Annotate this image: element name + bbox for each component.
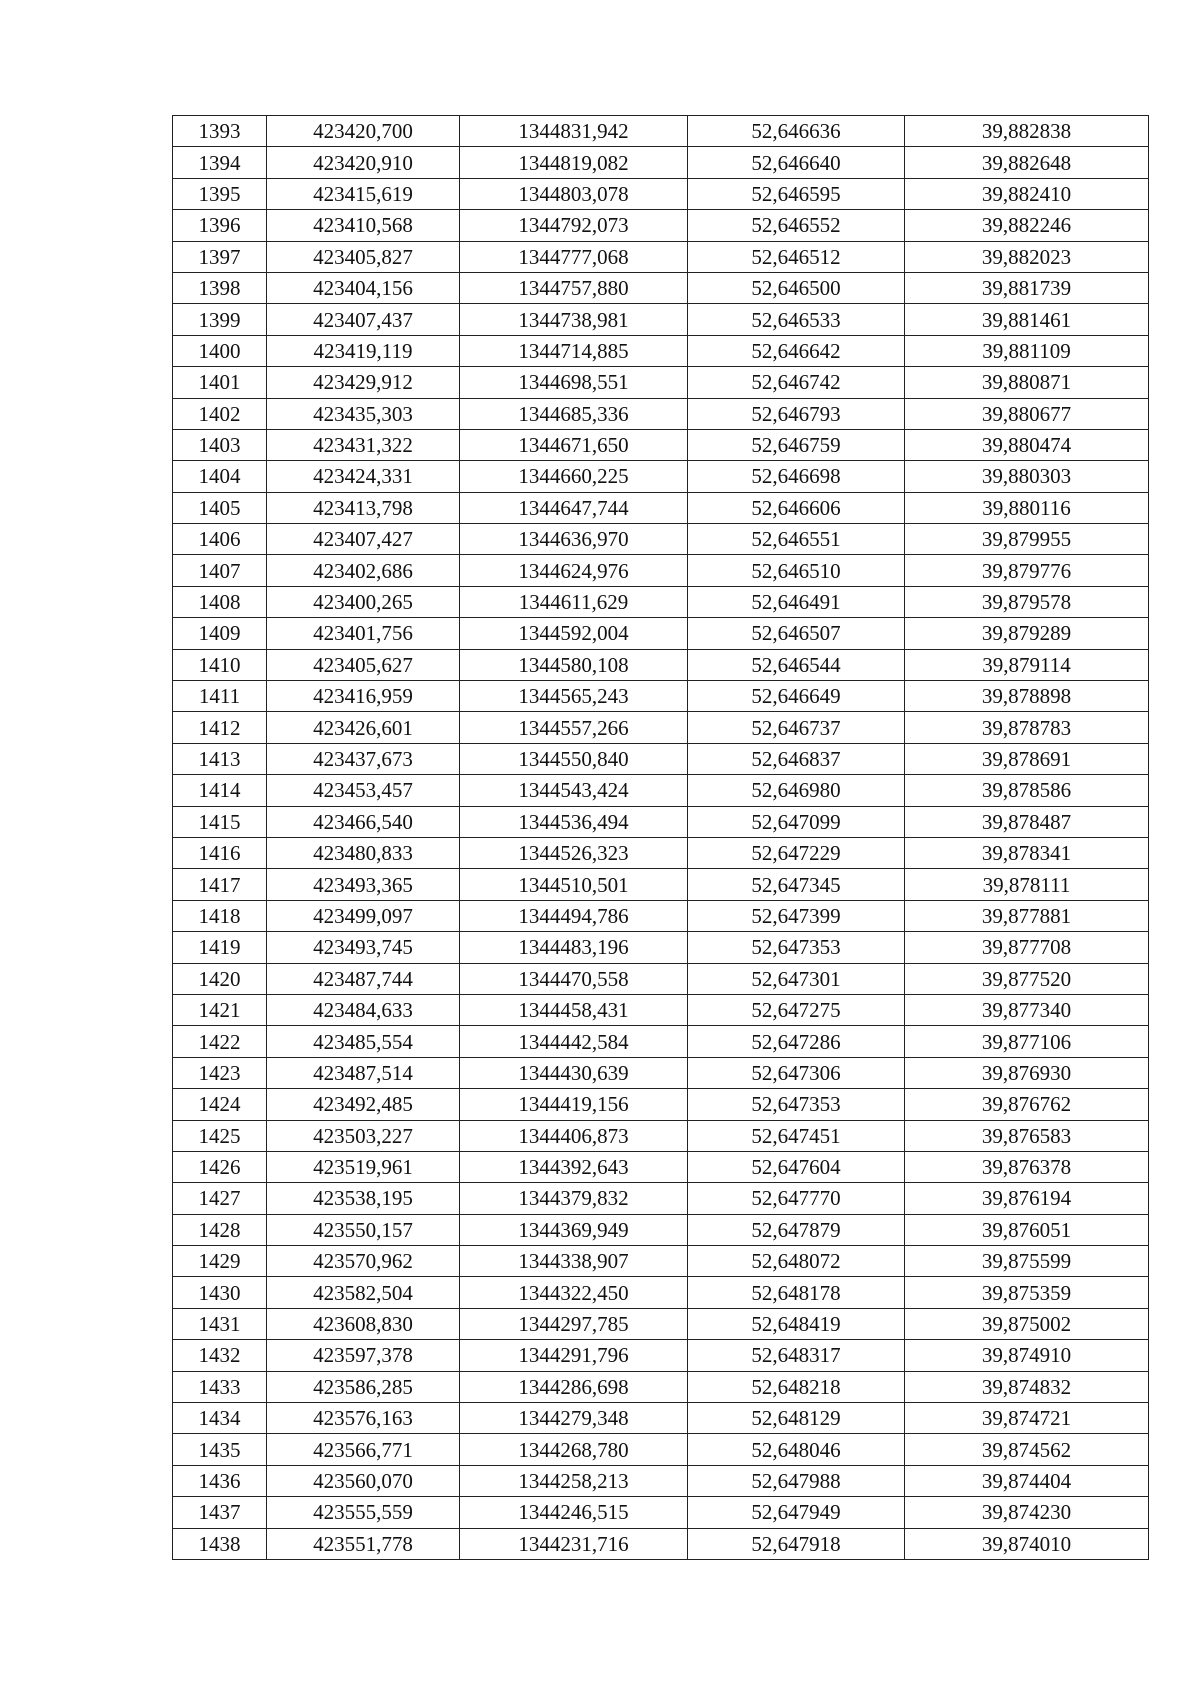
x-coordinate-cell: 423487,744 bbox=[267, 963, 460, 994]
table-row bbox=[173, 1120, 1149, 1151]
latitude-cell: 52,646642 bbox=[688, 335, 905, 366]
latitude-cell: 52,648317 bbox=[688, 1340, 905, 1371]
longitude-cell: 39,879114 bbox=[905, 649, 1149, 680]
longitude-cell: 39,879289 bbox=[905, 618, 1149, 649]
table-row bbox=[173, 869, 1149, 900]
y-coordinate-cell: 1344550,840 bbox=[460, 743, 688, 774]
point-number-cell: 1397 bbox=[173, 241, 267, 272]
latitude-cell: 52,646742 bbox=[688, 367, 905, 398]
y-coordinate-cell: 1344419,156 bbox=[460, 1089, 688, 1120]
x-coordinate-cell: 423503,227 bbox=[267, 1120, 460, 1151]
table-row bbox=[173, 681, 1149, 712]
table-row bbox=[173, 241, 1149, 272]
latitude-cell: 52,648129 bbox=[688, 1403, 905, 1434]
x-coordinate-cell: 423413,798 bbox=[267, 492, 460, 523]
point-number-cell: 1429 bbox=[173, 1246, 267, 1277]
y-coordinate-cell: 1344757,880 bbox=[460, 272, 688, 303]
table-row bbox=[173, 900, 1149, 931]
point-number-cell: 1398 bbox=[173, 272, 267, 303]
latitude-cell: 52,646507 bbox=[688, 618, 905, 649]
x-coordinate-cell: 423410,568 bbox=[267, 210, 460, 241]
table-row bbox=[173, 272, 1149, 303]
y-coordinate-cell: 1344636,970 bbox=[460, 524, 688, 555]
longitude-cell: 39,881109 bbox=[905, 335, 1149, 366]
y-coordinate-cell: 1344526,323 bbox=[460, 837, 688, 868]
x-coordinate-cell: 423407,427 bbox=[267, 524, 460, 555]
table-row bbox=[173, 963, 1149, 994]
y-coordinate-cell: 1344322,450 bbox=[460, 1277, 688, 1308]
y-coordinate-cell: 1344458,431 bbox=[460, 994, 688, 1025]
latitude-cell: 52,647399 bbox=[688, 900, 905, 931]
longitude-cell: 39,874721 bbox=[905, 1403, 1149, 1434]
latitude-cell: 52,647301 bbox=[688, 963, 905, 994]
latitude-cell: 52,647949 bbox=[688, 1497, 905, 1528]
point-number-cell: 1410 bbox=[173, 649, 267, 680]
point-number-cell: 1435 bbox=[173, 1434, 267, 1465]
y-coordinate-cell: 1344671,650 bbox=[460, 429, 688, 460]
x-coordinate-cell: 423538,195 bbox=[267, 1183, 460, 1214]
latitude-cell: 52,646491 bbox=[688, 586, 905, 617]
point-number-cell: 1394 bbox=[173, 147, 267, 178]
longitude-cell: 39,876930 bbox=[905, 1057, 1149, 1088]
point-number-cell: 1393 bbox=[173, 116, 267, 147]
latitude-cell: 52,646533 bbox=[688, 304, 905, 335]
longitude-cell: 39,874230 bbox=[905, 1497, 1149, 1528]
longitude-cell: 39,880474 bbox=[905, 429, 1149, 460]
x-coordinate-cell: 423608,830 bbox=[267, 1308, 460, 1339]
latitude-cell: 52,648072 bbox=[688, 1246, 905, 1277]
x-coordinate-cell: 423586,285 bbox=[267, 1371, 460, 1402]
longitude-cell: 39,876583 bbox=[905, 1120, 1149, 1151]
point-number-cell: 1436 bbox=[173, 1465, 267, 1496]
point-number-cell: 1426 bbox=[173, 1151, 267, 1182]
x-coordinate-cell: 423401,756 bbox=[267, 618, 460, 649]
table-row bbox=[173, 1434, 1149, 1465]
point-number-cell: 1412 bbox=[173, 712, 267, 743]
latitude-cell: 52,646980 bbox=[688, 775, 905, 806]
table-row bbox=[173, 398, 1149, 429]
point-number-cell: 1404 bbox=[173, 461, 267, 492]
x-coordinate-cell: 423480,833 bbox=[267, 837, 460, 868]
table-row bbox=[173, 429, 1149, 460]
longitude-cell: 39,875002 bbox=[905, 1308, 1149, 1339]
point-number-cell: 1421 bbox=[173, 994, 267, 1025]
y-coordinate-cell: 1344543,424 bbox=[460, 775, 688, 806]
point-number-cell: 1406 bbox=[173, 524, 267, 555]
latitude-cell: 52,646636 bbox=[688, 116, 905, 147]
longitude-cell: 39,878586 bbox=[905, 775, 1149, 806]
longitude-cell: 39,874562 bbox=[905, 1434, 1149, 1465]
x-coordinate-cell: 423426,601 bbox=[267, 712, 460, 743]
y-coordinate-cell: 1344831,942 bbox=[460, 116, 688, 147]
x-coordinate-cell: 423404,156 bbox=[267, 272, 460, 303]
table-row bbox=[173, 837, 1149, 868]
longitude-cell: 39,882246 bbox=[905, 210, 1149, 241]
latitude-cell: 52,647306 bbox=[688, 1057, 905, 1088]
y-coordinate-cell: 1344580,108 bbox=[460, 649, 688, 680]
longitude-cell: 39,877340 bbox=[905, 994, 1149, 1025]
longitude-cell: 39,877708 bbox=[905, 932, 1149, 963]
longitude-cell: 39,875599 bbox=[905, 1246, 1149, 1277]
x-coordinate-cell: 423400,265 bbox=[267, 586, 460, 617]
point-number-cell: 1418 bbox=[173, 900, 267, 931]
x-coordinate-cell: 423555,559 bbox=[267, 1497, 460, 1528]
x-coordinate-cell: 423492,485 bbox=[267, 1089, 460, 1120]
y-coordinate-cell: 1344777,068 bbox=[460, 241, 688, 272]
table-row bbox=[173, 1465, 1149, 1496]
y-coordinate-cell: 1344483,196 bbox=[460, 932, 688, 963]
table-row bbox=[173, 147, 1149, 178]
x-coordinate-cell: 423407,437 bbox=[267, 304, 460, 335]
y-coordinate-cell: 1344698,551 bbox=[460, 367, 688, 398]
x-coordinate-cell: 423493,365 bbox=[267, 869, 460, 900]
point-number-cell: 1434 bbox=[173, 1403, 267, 1434]
point-number-cell: 1427 bbox=[173, 1183, 267, 1214]
y-coordinate-cell: 1344685,336 bbox=[460, 398, 688, 429]
x-coordinate-cell: 423493,745 bbox=[267, 932, 460, 963]
x-coordinate-cell: 423550,157 bbox=[267, 1214, 460, 1245]
longitude-cell: 39,878487 bbox=[905, 806, 1149, 837]
table-row bbox=[173, 555, 1149, 586]
table-row bbox=[173, 649, 1149, 680]
table-row bbox=[173, 367, 1149, 398]
point-number-cell: 1422 bbox=[173, 1026, 267, 1057]
x-coordinate-cell: 423431,322 bbox=[267, 429, 460, 460]
latitude-cell: 52,646649 bbox=[688, 681, 905, 712]
latitude-cell: 52,647286 bbox=[688, 1026, 905, 1057]
latitude-cell: 52,647275 bbox=[688, 994, 905, 1025]
table-row bbox=[173, 1183, 1149, 1214]
table-row bbox=[173, 304, 1149, 335]
latitude-cell: 52,646606 bbox=[688, 492, 905, 523]
latitude-cell: 52,646500 bbox=[688, 272, 905, 303]
coordinates-table bbox=[172, 115, 1149, 1560]
x-coordinate-cell: 423419,119 bbox=[267, 335, 460, 366]
table-row bbox=[173, 335, 1149, 366]
latitude-cell: 52,647353 bbox=[688, 1089, 905, 1120]
latitude-cell: 52,647770 bbox=[688, 1183, 905, 1214]
y-coordinate-cell: 1344258,213 bbox=[460, 1465, 688, 1496]
point-number-cell: 1402 bbox=[173, 398, 267, 429]
y-coordinate-cell: 1344291,796 bbox=[460, 1340, 688, 1371]
point-number-cell: 1423 bbox=[173, 1057, 267, 1088]
point-number-cell: 1399 bbox=[173, 304, 267, 335]
latitude-cell: 52,646698 bbox=[688, 461, 905, 492]
table-row bbox=[173, 994, 1149, 1025]
table-row bbox=[173, 524, 1149, 555]
point-number-cell: 1424 bbox=[173, 1089, 267, 1120]
point-number-cell: 1430 bbox=[173, 1277, 267, 1308]
y-coordinate-cell: 1344246,515 bbox=[460, 1497, 688, 1528]
point-number-cell: 1437 bbox=[173, 1497, 267, 1528]
table-row bbox=[173, 932, 1149, 963]
point-number-cell: 1411 bbox=[173, 681, 267, 712]
point-number-cell: 1408 bbox=[173, 586, 267, 617]
point-number-cell: 1433 bbox=[173, 1371, 267, 1402]
longitude-cell: 39,882410 bbox=[905, 178, 1149, 209]
latitude-cell: 52,647451 bbox=[688, 1120, 905, 1151]
y-coordinate-cell: 1344406,873 bbox=[460, 1120, 688, 1151]
longitude-cell: 39,878111 bbox=[905, 869, 1149, 900]
y-coordinate-cell: 1344369,949 bbox=[460, 1214, 688, 1245]
table-row bbox=[173, 806, 1149, 837]
latitude-cell: 52,646595 bbox=[688, 178, 905, 209]
latitude-cell: 52,648218 bbox=[688, 1371, 905, 1402]
x-coordinate-cell: 423484,633 bbox=[267, 994, 460, 1025]
point-number-cell: 1431 bbox=[173, 1308, 267, 1339]
y-coordinate-cell: 1344536,494 bbox=[460, 806, 688, 837]
table-row bbox=[173, 178, 1149, 209]
x-coordinate-cell: 423405,627 bbox=[267, 649, 460, 680]
y-coordinate-cell: 1344430,639 bbox=[460, 1057, 688, 1088]
x-coordinate-cell: 423435,303 bbox=[267, 398, 460, 429]
point-number-cell: 1438 bbox=[173, 1528, 267, 1559]
table-row bbox=[173, 618, 1149, 649]
longitude-cell: 39,874910 bbox=[905, 1340, 1149, 1371]
point-number-cell: 1400 bbox=[173, 335, 267, 366]
y-coordinate-cell: 1344379,832 bbox=[460, 1183, 688, 1214]
longitude-cell: 39,874832 bbox=[905, 1371, 1149, 1402]
y-coordinate-cell: 1344714,885 bbox=[460, 335, 688, 366]
y-coordinate-cell: 1344297,785 bbox=[460, 1308, 688, 1339]
y-coordinate-cell: 1344792,073 bbox=[460, 210, 688, 241]
table-row bbox=[173, 1371, 1149, 1402]
y-coordinate-cell: 1344660,225 bbox=[460, 461, 688, 492]
y-coordinate-cell: 1344557,266 bbox=[460, 712, 688, 743]
point-number-cell: 1407 bbox=[173, 555, 267, 586]
latitude-cell: 52,646512 bbox=[688, 241, 905, 272]
y-coordinate-cell: 1344611,629 bbox=[460, 586, 688, 617]
table-row bbox=[173, 1277, 1149, 1308]
x-coordinate-cell: 423437,673 bbox=[267, 743, 460, 774]
longitude-cell: 39,879776 bbox=[905, 555, 1149, 586]
y-coordinate-cell: 1344494,786 bbox=[460, 900, 688, 931]
x-coordinate-cell: 423405,827 bbox=[267, 241, 460, 272]
x-coordinate-cell: 423420,700 bbox=[267, 116, 460, 147]
table-row bbox=[173, 461, 1149, 492]
x-coordinate-cell: 423566,771 bbox=[267, 1434, 460, 1465]
table-row bbox=[173, 210, 1149, 241]
longitude-cell: 39,879578 bbox=[905, 586, 1149, 617]
longitude-cell: 39,881461 bbox=[905, 304, 1149, 335]
y-coordinate-cell: 1344392,643 bbox=[460, 1151, 688, 1182]
longitude-cell: 39,876051 bbox=[905, 1214, 1149, 1245]
table-row bbox=[173, 712, 1149, 743]
y-coordinate-cell: 1344624,976 bbox=[460, 555, 688, 586]
x-coordinate-cell: 423466,540 bbox=[267, 806, 460, 837]
y-coordinate-cell: 1344268,780 bbox=[460, 1434, 688, 1465]
longitude-cell: 39,877881 bbox=[905, 900, 1149, 931]
table-row bbox=[173, 1308, 1149, 1339]
latitude-cell: 52,646544 bbox=[688, 649, 905, 680]
latitude-cell: 52,647604 bbox=[688, 1151, 905, 1182]
point-number-cell: 1414 bbox=[173, 775, 267, 806]
y-coordinate-cell: 1344592,004 bbox=[460, 618, 688, 649]
table-row bbox=[173, 116, 1149, 147]
longitude-cell: 39,878691 bbox=[905, 743, 1149, 774]
latitude-cell: 52,647988 bbox=[688, 1465, 905, 1496]
x-coordinate-cell: 423576,163 bbox=[267, 1403, 460, 1434]
point-number-cell: 1415 bbox=[173, 806, 267, 837]
y-coordinate-cell: 1344647,744 bbox=[460, 492, 688, 523]
point-number-cell: 1401 bbox=[173, 367, 267, 398]
y-coordinate-cell: 1344442,584 bbox=[460, 1026, 688, 1057]
x-coordinate-cell: 423551,778 bbox=[267, 1528, 460, 1559]
longitude-cell: 39,876194 bbox=[905, 1183, 1149, 1214]
point-number-cell: 1413 bbox=[173, 743, 267, 774]
x-coordinate-cell: 423424,331 bbox=[267, 461, 460, 492]
longitude-cell: 39,879955 bbox=[905, 524, 1149, 555]
longitude-cell: 39,878341 bbox=[905, 837, 1149, 868]
longitude-cell: 39,882838 bbox=[905, 116, 1149, 147]
point-number-cell: 1405 bbox=[173, 492, 267, 523]
table-row bbox=[173, 1151, 1149, 1182]
latitude-cell: 52,646640 bbox=[688, 147, 905, 178]
x-coordinate-cell: 423487,514 bbox=[267, 1057, 460, 1088]
x-coordinate-cell: 423402,686 bbox=[267, 555, 460, 586]
latitude-cell: 52,648046 bbox=[688, 1434, 905, 1465]
latitude-cell: 52,647353 bbox=[688, 932, 905, 963]
table-row bbox=[173, 1528, 1149, 1559]
table-row bbox=[173, 586, 1149, 617]
point-number-cell: 1403 bbox=[173, 429, 267, 460]
point-number-cell: 1425 bbox=[173, 1120, 267, 1151]
longitude-cell: 39,880116 bbox=[905, 492, 1149, 523]
table-row bbox=[173, 775, 1149, 806]
table-row bbox=[173, 1340, 1149, 1371]
x-coordinate-cell: 423519,961 bbox=[267, 1151, 460, 1182]
point-number-cell: 1417 bbox=[173, 869, 267, 900]
longitude-cell: 39,878783 bbox=[905, 712, 1149, 743]
longitude-cell: 39,880303 bbox=[905, 461, 1149, 492]
table-row bbox=[173, 1057, 1149, 1088]
latitude-cell: 52,647099 bbox=[688, 806, 905, 837]
latitude-cell: 52,646837 bbox=[688, 743, 905, 774]
point-number-cell: 1428 bbox=[173, 1214, 267, 1245]
table-row bbox=[173, 1214, 1149, 1245]
x-coordinate-cell: 423570,962 bbox=[267, 1246, 460, 1277]
point-number-cell: 1419 bbox=[173, 932, 267, 963]
y-coordinate-cell: 1344231,716 bbox=[460, 1528, 688, 1559]
x-coordinate-cell: 423429,912 bbox=[267, 367, 460, 398]
table-row bbox=[173, 1089, 1149, 1120]
longitude-cell: 39,882023 bbox=[905, 241, 1149, 272]
x-coordinate-cell: 423420,910 bbox=[267, 147, 460, 178]
latitude-cell: 52,647879 bbox=[688, 1214, 905, 1245]
latitude-cell: 52,646793 bbox=[688, 398, 905, 429]
y-coordinate-cell: 1344819,082 bbox=[460, 147, 688, 178]
longitude-cell: 39,875359 bbox=[905, 1277, 1149, 1308]
point-number-cell: 1416 bbox=[173, 837, 267, 868]
point-number-cell: 1420 bbox=[173, 963, 267, 994]
latitude-cell: 52,646510 bbox=[688, 555, 905, 586]
longitude-cell: 39,881739 bbox=[905, 272, 1149, 303]
latitude-cell: 52,647229 bbox=[688, 837, 905, 868]
longitude-cell: 39,876762 bbox=[905, 1089, 1149, 1120]
longitude-cell: 39,880871 bbox=[905, 367, 1149, 398]
latitude-cell: 52,646551 bbox=[688, 524, 905, 555]
y-coordinate-cell: 1344510,501 bbox=[460, 869, 688, 900]
point-number-cell: 1432 bbox=[173, 1340, 267, 1371]
y-coordinate-cell: 1344279,348 bbox=[460, 1403, 688, 1434]
x-coordinate-cell: 423499,097 bbox=[267, 900, 460, 931]
x-coordinate-cell: 423416,959 bbox=[267, 681, 460, 712]
point-number-cell: 1409 bbox=[173, 618, 267, 649]
y-coordinate-cell: 1344803,078 bbox=[460, 178, 688, 209]
table-row bbox=[173, 1246, 1149, 1277]
longitude-cell: 39,874010 bbox=[905, 1528, 1149, 1559]
point-number-cell: 1396 bbox=[173, 210, 267, 241]
y-coordinate-cell: 1344338,907 bbox=[460, 1246, 688, 1277]
longitude-cell: 39,878898 bbox=[905, 681, 1149, 712]
latitude-cell: 52,648419 bbox=[688, 1308, 905, 1339]
point-number-cell: 1395 bbox=[173, 178, 267, 209]
x-coordinate-cell: 423597,378 bbox=[267, 1340, 460, 1371]
x-coordinate-cell: 423582,504 bbox=[267, 1277, 460, 1308]
table-row bbox=[173, 1403, 1149, 1434]
x-coordinate-cell: 423560,070 bbox=[267, 1465, 460, 1496]
table-row bbox=[173, 492, 1149, 523]
latitude-cell: 52,647345 bbox=[688, 869, 905, 900]
longitude-cell: 39,880677 bbox=[905, 398, 1149, 429]
x-coordinate-cell: 423453,457 bbox=[267, 775, 460, 806]
longitude-cell: 39,882648 bbox=[905, 147, 1149, 178]
longitude-cell: 39,877106 bbox=[905, 1026, 1149, 1057]
x-coordinate-cell: 423485,554 bbox=[267, 1026, 460, 1057]
latitude-cell: 52,646759 bbox=[688, 429, 905, 460]
x-coordinate-cell: 423415,619 bbox=[267, 178, 460, 209]
latitude-cell: 52,648178 bbox=[688, 1277, 905, 1308]
longitude-cell: 39,876378 bbox=[905, 1151, 1149, 1182]
coordinates-table-body bbox=[173, 116, 1149, 1560]
y-coordinate-cell: 1344565,243 bbox=[460, 681, 688, 712]
table-row bbox=[173, 1497, 1149, 1528]
longitude-cell: 39,877520 bbox=[905, 963, 1149, 994]
latitude-cell: 52,646552 bbox=[688, 210, 905, 241]
table-row bbox=[173, 743, 1149, 774]
latitude-cell: 52,646737 bbox=[688, 712, 905, 743]
y-coordinate-cell: 1344286,698 bbox=[460, 1371, 688, 1402]
y-coordinate-cell: 1344470,558 bbox=[460, 963, 688, 994]
longitude-cell: 39,874404 bbox=[905, 1465, 1149, 1496]
table-row bbox=[173, 1026, 1149, 1057]
latitude-cell: 52,647918 bbox=[688, 1528, 905, 1559]
y-coordinate-cell: 1344738,981 bbox=[460, 304, 688, 335]
